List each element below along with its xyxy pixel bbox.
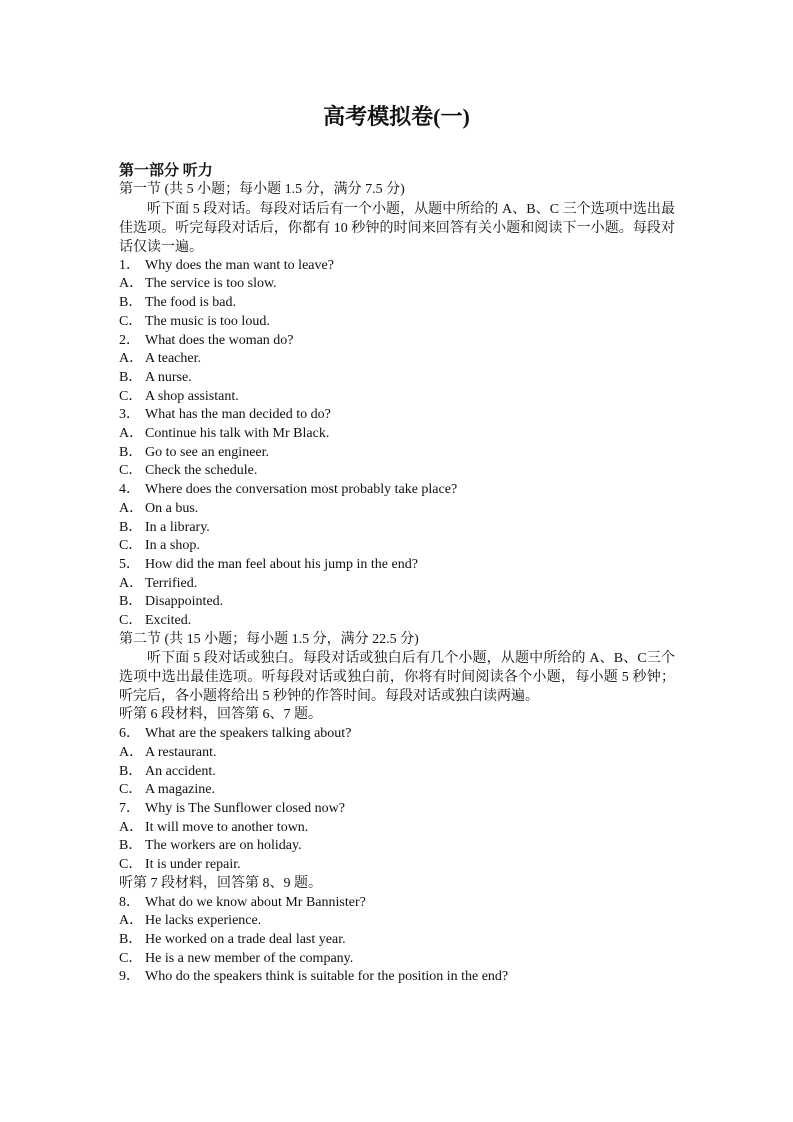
answer-option	[119, 275, 675, 294]
answer-option	[119, 612, 675, 631]
question-number: 6．	[119, 726, 140, 742]
question-number: 7．	[119, 800, 140, 816]
question-number: 2．	[119, 332, 140, 348]
answer-option	[119, 781, 675, 800]
question	[119, 800, 675, 819]
option-label: B．	[119, 838, 143, 854]
question-text: Where does the conversation most probably take place?	[145, 482, 458, 498]
option-text: An accident.	[145, 763, 216, 779]
option-text: Go to see an engineer.	[145, 444, 270, 460]
question	[119, 257, 675, 276]
question-number: 5．	[119, 556, 140, 572]
option-label: A．	[119, 575, 144, 591]
option-label: C．	[119, 950, 143, 966]
option-text: It is under repair.	[145, 857, 241, 873]
option-text: A shop assistant.	[145, 388, 239, 404]
question	[119, 406, 675, 425]
option-label: B．	[119, 295, 143, 311]
answer-option	[119, 500, 675, 519]
option-label: C．	[119, 388, 143, 404]
answer-option	[119, 294, 675, 313]
question	[119, 968, 675, 987]
option-text: Check the schedule.	[145, 463, 258, 479]
option-text: The service is too slow.	[145, 276, 277, 292]
answer-option	[119, 837, 675, 856]
answer-option	[119, 744, 675, 763]
option-text: He lacks experience.	[145, 913, 262, 929]
answer-option	[119, 350, 675, 369]
answer-option	[119, 444, 675, 463]
option-label: A．	[119, 913, 144, 929]
answer-option	[119, 462, 675, 481]
question	[119, 894, 675, 913]
option-label: B．	[119, 444, 143, 460]
option-label: B．	[119, 931, 143, 947]
answer-option	[119, 931, 675, 950]
option-text: Disappointed.	[145, 594, 224, 610]
option-label: A．	[119, 500, 144, 516]
question-text: How did the man feel about his jump in the end?	[145, 556, 418, 572]
option-label: A．	[119, 819, 144, 835]
answer-option	[119, 388, 675, 407]
section-instructions: 听下面 5 段对话或独白。每段对话或独白后有几个小题，从题中所给的 A、B、C三个选项中选出最佳选项。听每段对话或独白前，你将有时间阅读各个小题，每小题 5 秒钟；听完后，各小题将给出 5 秒钟的作答时间。每段对话或独白读两遍。	[119, 651, 675, 705]
option-label: C．	[119, 782, 143, 798]
option-label: C．	[119, 313, 143, 329]
answer-option	[119, 819, 675, 838]
part-heading: 第一部分 听力	[119, 163, 213, 179]
option-label: B．	[119, 763, 143, 779]
question-text: What does the woman do?	[145, 332, 294, 348]
option-text: In a library.	[145, 519, 210, 535]
option-label: B．	[119, 594, 143, 610]
answer-option	[119, 856, 675, 875]
question-number: 3．	[119, 407, 140, 423]
question	[119, 481, 675, 500]
question-list	[119, 257, 675, 631]
question-number: 1．	[119, 257, 140, 273]
question-number: 4．	[119, 482, 140, 498]
option-text: A restaurant.	[145, 744, 217, 760]
question-text: Who do the speakers think is suitable for the position in the end?	[145, 969, 509, 985]
question-list	[119, 894, 675, 988]
question	[119, 725, 675, 744]
answer-option	[119, 950, 675, 969]
option-label: B．	[119, 519, 143, 535]
option-text: It will move to another town.	[145, 819, 309, 835]
question	[119, 332, 675, 351]
option-label: C．	[119, 613, 143, 629]
question-text: What has the man decided to do?	[145, 407, 331, 423]
option-label: A．	[119, 426, 144, 442]
answer-option	[119, 537, 675, 556]
option-label: A．	[119, 744, 144, 760]
answer-option	[119, 369, 675, 388]
answer-option	[119, 519, 675, 538]
answer-option	[119, 575, 675, 594]
exam-content	[119, 161, 675, 987]
option-text: A nurse.	[145, 369, 192, 385]
section-instructions: 听下面 5 段对话。每段对话后有一个小题，从题中所给的 A、B、C 三个选项中选出最佳选项。听完每段对话后，你都有 10 秒钟的时间来回答有关小题和阅读下一小题。每段对话仅读一遍。	[119, 201, 675, 255]
question	[119, 556, 675, 575]
option-text: Terrified.	[145, 575, 198, 591]
question-text: What do we know about Mr Bannister?	[145, 894, 366, 910]
option-text: On a bus.	[145, 500, 199, 516]
answer-option	[119, 912, 675, 931]
option-label: C．	[119, 538, 143, 554]
material-note: 听第 6 段材料，回答第 6、7 题。	[119, 707, 322, 723]
answer-option	[119, 425, 675, 444]
option-label: B．	[119, 369, 143, 385]
question-number: 8．	[119, 894, 140, 910]
question-number: 9．	[119, 969, 140, 985]
question-text: What are the speakers talking about?	[145, 726, 352, 742]
option-text: The food is bad.	[145, 295, 236, 311]
option-text: A teacher.	[145, 351, 201, 367]
option-text: Excited.	[145, 613, 192, 629]
option-text: Continue his talk with Mr Black.	[145, 426, 330, 442]
section-heading: 第一节 (共 5 小题；每小题 1.5 分，满分 7.5 分)	[119, 182, 405, 197]
option-label: C．	[119, 857, 143, 873]
answer-option	[119, 313, 675, 332]
question-text: Why does the man want to leave?	[145, 257, 334, 273]
answer-option	[119, 763, 675, 782]
option-text: He worked on a trade deal last year.	[145, 931, 346, 947]
question-list	[119, 725, 675, 875]
material-note: 听第 7 段材料，回答第 8、9 题。	[119, 875, 322, 891]
question-text: Why is The Sunflower closed now?	[145, 800, 345, 816]
page-title: 高考模拟卷(一)	[323, 104, 470, 129]
answer-option	[119, 593, 675, 612]
option-label: A．	[119, 351, 144, 367]
option-text: The music is too loud.	[145, 313, 270, 329]
option-text: The workers are on holiday.	[145, 838, 302, 854]
option-label: A．	[119, 276, 144, 292]
option-text: A magazine.	[145, 782, 215, 798]
option-text: In a shop.	[145, 538, 200, 554]
option-label: C．	[119, 463, 143, 479]
option-text: He is a new member of the company.	[145, 950, 354, 966]
section-heading: 第二节 (共 15 小题；每小题 1.5 分，满分 22.5 分)	[119, 631, 419, 647]
